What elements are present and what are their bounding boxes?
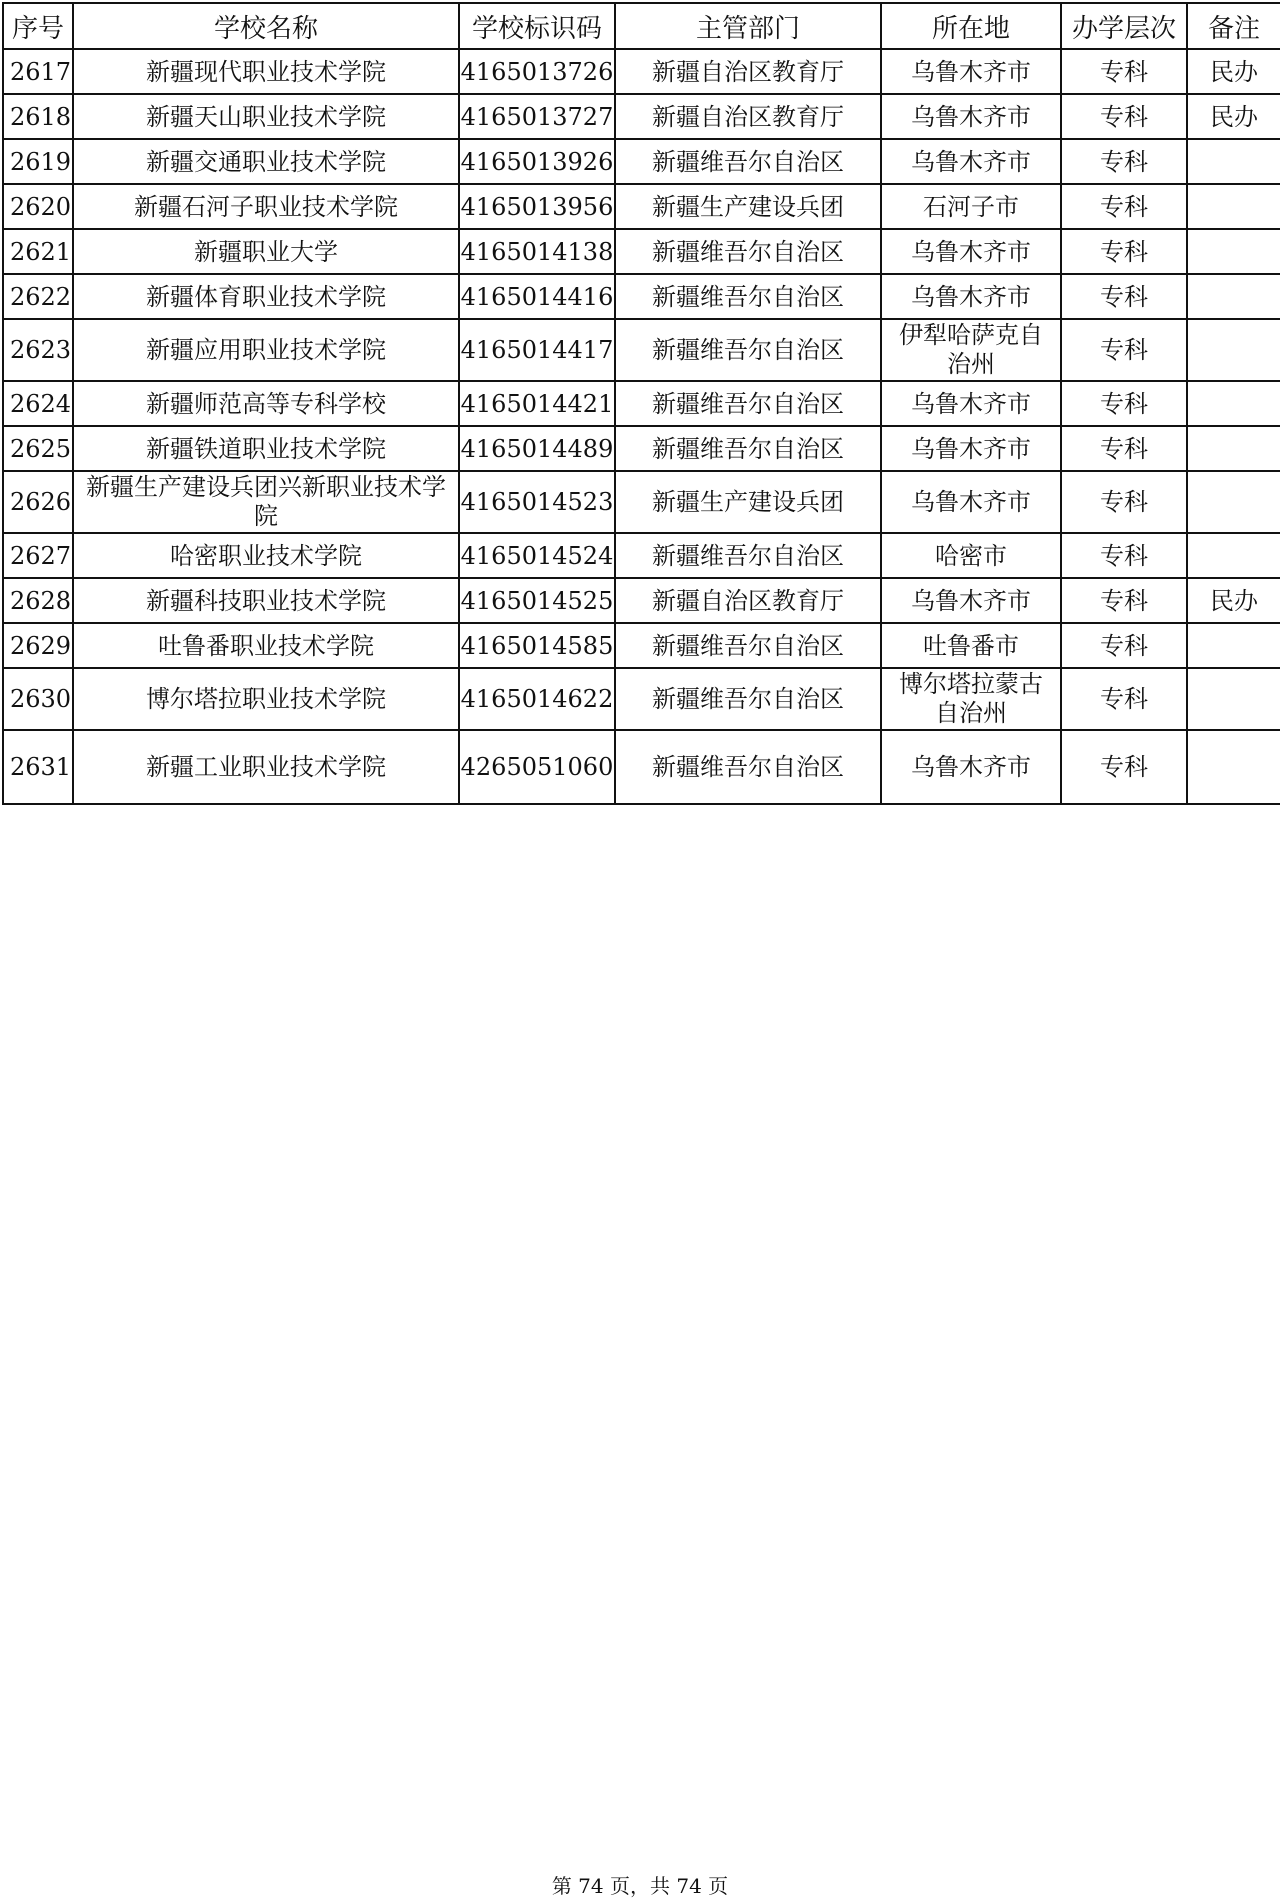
table-row [3,94,1280,139]
cell-index: 2631 [3,730,73,804]
cell-location: 博尔塔拉蒙古自治州 [881,668,1061,730]
cell-school-name: 新疆体育职业技术学院 [73,274,459,319]
cell-note [1187,319,1280,381]
cell-note [1187,184,1280,229]
cell-level: 专科 [1061,274,1187,319]
cell-location: 乌鲁木齐市 [881,274,1061,319]
cell-note [1187,730,1280,804]
cell-index: 2628 [3,578,73,623]
table-row [3,668,1280,730]
table-row [3,623,1280,668]
cell-department: 新疆维吾尔自治区 [615,274,881,319]
school-list-table [2,2,1280,805]
cell-level: 专科 [1061,229,1187,274]
cell-note [1187,623,1280,668]
cell-location: 乌鲁木齐市 [881,578,1061,623]
cell-level: 专科 [1061,184,1187,229]
table-row [3,229,1280,274]
header-note: 备注 [1187,3,1280,49]
cell-index: 2623 [3,319,73,381]
page-footer: 第 74 页，共 74 页 [551,1874,729,1898]
cell-note: 民办 [1187,49,1280,94]
header-location: 所在地 [881,3,1061,49]
cell-school-name: 新疆应用职业技术学院 [73,319,459,381]
cell-department: 新疆生产建设兵团 [615,184,881,229]
cell-department: 新疆维吾尔自治区 [615,229,881,274]
table-row [3,49,1280,94]
cell-level: 专科 [1061,578,1187,623]
cell-school-code: 4165014622 [459,668,615,730]
table-row [3,578,1280,623]
cell-level: 专科 [1061,623,1187,668]
cell-location: 乌鲁木齐市 [881,49,1061,94]
cell-department: 新疆自治区教育厅 [615,578,881,623]
cell-level: 专科 [1061,533,1187,578]
cell-department: 新疆维吾尔自治区 [615,623,881,668]
cell-department: 新疆自治区教育厅 [615,94,881,139]
header-school-code: 学校标识码 [459,3,615,49]
cell-note [1187,471,1280,533]
table-row [3,139,1280,184]
cell-index: 2621 [3,229,73,274]
cell-school-code: 4165014416 [459,274,615,319]
header-level: 办学层次 [1061,3,1187,49]
cell-school-code: 4165014421 [459,381,615,426]
table-row [3,381,1280,426]
table-row [3,471,1280,533]
cell-location: 乌鲁木齐市 [881,94,1061,139]
cell-index: 2629 [3,623,73,668]
cell-department: 新疆维吾尔自治区 [615,668,881,730]
cell-department: 新疆维吾尔自治区 [615,730,881,804]
cell-index: 2619 [3,139,73,184]
cell-index: 2625 [3,426,73,471]
cell-location: 乌鲁木齐市 [881,730,1061,804]
cell-index: 2618 [3,94,73,139]
cell-note [1187,274,1280,319]
cell-level: 专科 [1061,668,1187,730]
cell-school-code: 4165014417 [459,319,615,381]
cell-note [1187,229,1280,274]
cell-department: 新疆维吾尔自治区 [615,139,881,184]
cell-school-name: 新疆科技职业技术学院 [73,578,459,623]
cell-school-code: 4265051060 [459,730,615,804]
cell-department: 新疆维吾尔自治区 [615,319,881,381]
table-header-row [3,3,1280,49]
cell-index: 2617 [3,49,73,94]
cell-location: 乌鲁木齐市 [881,229,1061,274]
table-row [3,426,1280,471]
cell-school-name: 新疆工业职业技术学院 [73,730,459,804]
cell-note [1187,668,1280,730]
cell-department: 新疆自治区教育厅 [615,49,881,94]
cell-school-name: 哈密职业技术学院 [73,533,459,578]
cell-note [1187,426,1280,471]
table-row [3,319,1280,381]
cell-note [1187,533,1280,578]
cell-school-code: 4165014489 [459,426,615,471]
cell-index: 2627 [3,533,73,578]
cell-level: 专科 [1061,426,1187,471]
cell-level: 专科 [1061,94,1187,139]
cell-department: 新疆维吾尔自治区 [615,381,881,426]
cell-school-code: 4165014523 [459,471,615,533]
cell-level: 专科 [1061,49,1187,94]
cell-school-code: 4165014585 [459,623,615,668]
cell-school-code: 4165013726 [459,49,615,94]
cell-index: 2630 [3,668,73,730]
cell-location: 石河子市 [881,184,1061,229]
cell-school-code: 4165013956 [459,184,615,229]
cell-level: 专科 [1061,381,1187,426]
cell-level: 专科 [1061,319,1187,381]
cell-index: 2626 [3,471,73,533]
cell-location: 哈密市 [881,533,1061,578]
cell-school-name: 新疆天山职业技术学院 [73,94,459,139]
cell-location: 吐鲁番市 [881,623,1061,668]
cell-school-code: 4165014524 [459,533,615,578]
cell-location: 乌鲁木齐市 [881,139,1061,184]
cell-school-name: 新疆交通职业技术学院 [73,139,459,184]
cell-level: 专科 [1061,730,1187,804]
cell-school-name: 新疆生产建设兵团兴新职业技术学院 [73,471,459,533]
cell-note [1187,139,1280,184]
cell-level: 专科 [1061,139,1187,184]
cell-location: 乌鲁木齐市 [881,426,1061,471]
header-school-name: 学校名称 [73,3,459,49]
cell-school-name: 新疆石河子职业技术学院 [73,184,459,229]
table-row [3,533,1280,578]
cell-location: 乌鲁木齐市 [881,381,1061,426]
cell-school-name: 新疆铁道职业技术学院 [73,426,459,471]
cell-department: 新疆维吾尔自治区 [615,426,881,471]
cell-index: 2622 [3,274,73,319]
cell-note [1187,381,1280,426]
cell-school-name: 新疆师范高等专科学校 [73,381,459,426]
cell-index: 2620 [3,184,73,229]
cell-school-name: 新疆职业大学 [73,229,459,274]
cell-school-name: 新疆现代职业技术学院 [73,49,459,94]
header-department: 主管部门 [615,3,881,49]
cell-level: 专科 [1061,471,1187,533]
table-row [3,274,1280,319]
cell-school-name: 吐鲁番职业技术学院 [73,623,459,668]
cell-school-code: 4165014138 [459,229,615,274]
cell-index: 2624 [3,381,73,426]
cell-department: 新疆生产建设兵团 [615,471,881,533]
header-index: 序号 [3,3,73,49]
cell-location: 乌鲁木齐市 [881,471,1061,533]
cell-note: 民办 [1187,94,1280,139]
table-row [3,184,1280,229]
cell-school-code: 4165013926 [459,139,615,184]
cell-note: 民办 [1187,578,1280,623]
cell-school-name: 博尔塔拉职业技术学院 [73,668,459,730]
cell-department: 新疆维吾尔自治区 [615,533,881,578]
table-row [3,730,1280,804]
cell-school-code: 4165014525 [459,578,615,623]
cell-location: 伊犁哈萨克自治州 [881,319,1061,381]
cell-school-code: 4165013727 [459,94,615,139]
